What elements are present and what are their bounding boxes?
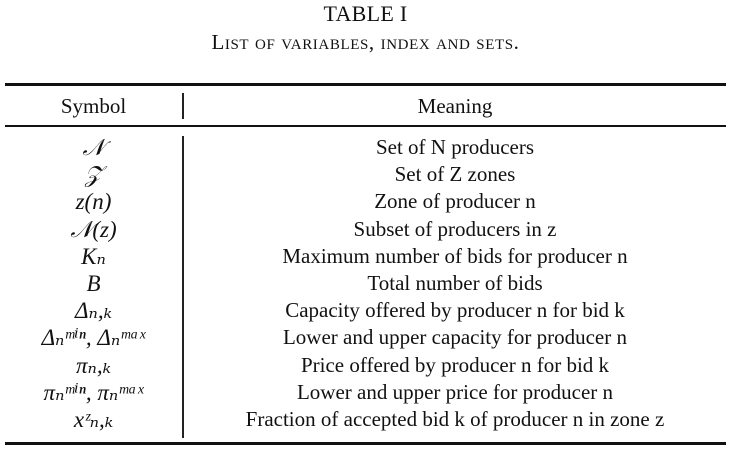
- table-row: [5, 297, 726, 324]
- symbol-cell: Δₙᵐⁱⁿ, Δₙᵐᵃˣ: [41, 325, 146, 351]
- table-row: [5, 406, 726, 433]
- symbol-cell: 𝒩(z): [70, 216, 117, 242]
- meaning-cell: Lower and upper price for producer n: [296, 379, 614, 404]
- symbol-cell: xᶻₙ,ₖ: [73, 407, 114, 432]
- table-row: [5, 324, 726, 351]
- meaning-cell: Price offered by producer n for bid k: [300, 352, 610, 377]
- symbol-cell: πₙᵐⁱⁿ, πₙᵐᵃˣ: [43, 379, 144, 405]
- meaning-cell: Zone of producer n: [374, 189, 536, 214]
- table-row: [5, 379, 726, 406]
- symbol-cell: 𝒩: [82, 135, 105, 160]
- bottom-rule: [5, 442, 726, 445]
- table-row: [5, 161, 726, 188]
- symbol-cell: 𝒵: [84, 162, 103, 188]
- meaning-cell: Set of Z zones: [394, 162, 516, 187]
- meaning-cell: Set of N producers: [375, 135, 535, 159]
- table-row: [5, 134, 726, 161]
- meaning-cell: Total number of bids: [367, 271, 543, 295]
- table-row: [5, 352, 726, 379]
- meaning-cell: Subset of producers in z: [353, 216, 557, 241]
- meaning-cell: Fraction of accepted bid k of producer n in zone z: [245, 407, 665, 431]
- table-row: [5, 243, 726, 270]
- meaning-cell: Lower and upper capacity for producer n: [282, 325, 627, 350]
- table-row: [5, 216, 726, 243]
- symbol-cell: Kₙ: [81, 243, 106, 269]
- symbol-cell: Δₙ,ₖ: [75, 298, 112, 324]
- top-rule: [5, 83, 726, 86]
- meaning-cell: Capacity offered by producer n for bid k: [285, 298, 625, 323]
- symbol-cell: z(n): [75, 189, 112, 215]
- header-symbol: Symbol: [60, 94, 127, 118]
- table-caption-title: TABLE I: [323, 1, 408, 26]
- meaning-cell: Maximum number of bids for producer n: [282, 243, 628, 268]
- header-meaning: Meaning: [417, 94, 493, 118]
- table-row: [5, 270, 726, 297]
- symbol-cell: B: [86, 271, 101, 296]
- table-caption-subtitle: List of variables, index and sets.: [211, 30, 520, 54]
- table-row: [5, 188, 726, 215]
- symbol-cell: πₙ,ₖ: [76, 352, 111, 378]
- header-rule: [5, 125, 726, 127]
